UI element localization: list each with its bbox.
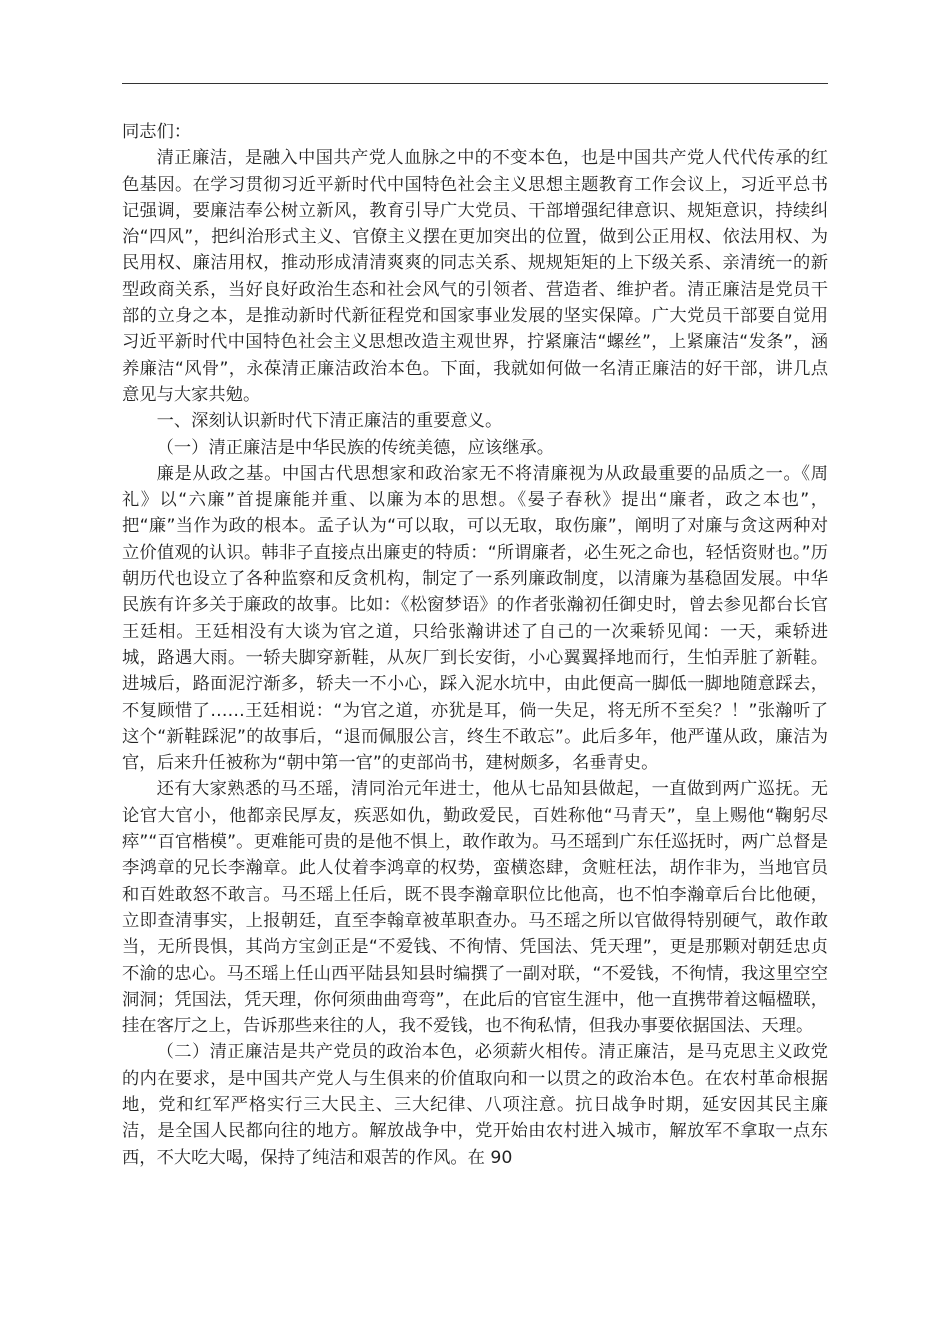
subsection-heading-1: （一）清正廉洁是中华民族的传统美德，应该继承。 [156, 437, 555, 458]
paragraph-ma-piyao: 还有大家熟悉的马丕瑶，清同治元年进士，他从七品知县做起，一直做到两广巡抚。无论官大官小，他都亲民厚友，疾恶如仇，勤政爱民，百姓称他“马青天”，皇上赐他“鞠躬尽瘁”“百官楷模”。更难能可贵的是他不惧上，敢作敢为。马丕瑶到广东任巡抚时，两广总督是李鸿章的兄长李瀚章。此人仗着李鸿章的权势，蛮横恣肆，贪赃枉法，胡作非为，当地官员和百姓敢怒不敢言。马丕瑶上任后，既不畏李瀚章职位比他高，也不怕李瀚章后台比他硬，立即查清事实，上报朝廷，直至李翰章被革职查办。马丕瑶之所以官做得特别硬气，敢作敢当，无所畏惧，其尚方宝剑正是“不爱钱、不徇情、凭国法、凭天理”，更是那颗对朝廷忠贞不渝的忠心。马丕瑶上任山西平陆县知县时编撰了一副对联，“不爱钱，不徇情，我这里空空洞洞；凭国法，凭天理，你何须曲曲弯弯”，在此后的官宦生涯中，他一直携带着这幅楹联，挂在客厅之上，告诉那些来往的人，我不爱钱，也不徇私情，但我办事要依据国法、天理。 [122, 779, 828, 1037]
section-heading-1: 一、深刻认识新时代下清正廉洁的重要意义。 [156, 411, 503, 432]
paragraph-party-tradition: （二）清正廉洁是共产党员的政治本色，必须薪火相传。清正廉洁，是马克思主义政党的内在要求，是中国共产党人与生俱来的价值取向和一以贯之的政治本色。在农村革命根据地，党和红军严格实行三大民主、三大纪律、八项注意。抗日战争时期，延安因其民主廉洁，是全国人民都向往的地方。解放战争中，党开始由农村进入城市，解放军不拿取一点东西，不大吃大喝，保持了纯洁和艰苦的作风。在 90 [122, 1042, 828, 1168]
document-body [122, 119, 828, 1171]
salutation: 同志们： [122, 122, 192, 142]
header-rule [122, 83, 828, 84]
paragraph-lian-story: 廉是从政之基。中国古代思想家和政治家无不将清廉视为从政最重要的品质之一。《周礼》以“六廉”首提廉能并重、以廉为本的思想。《晏子春秋》提出“廉者，政之本也”，把“廉”当作为政的根本。孟子认为“可以取，可以无取，取伤廉”，阐明了对廉与贪这两种对立价值观的认识。韩非子直接点出廉吏的特质：“所谓廉者，必生死之命也，轻恬资财也。”历朝历代也设立了各种监察和反贪机构，制定了一系列廉政制度，以清廉为基稳固发展。中华民族有许多关于廉政的故事。比如：《松窗梦语》的作者张瀚初任御史时，曾去参见都台长官王廷相。王廷相没有大谈为官之道，只给张瀚讲述了自己的一次乘轿见闻：一天，乘轿进城，路遇大雨。一轿夫脚穿新鞋，从灰厂到长安街，小心翼翼择地而行，生怕弄脏了新鞋。进城后，路面泥泞渐多，轿夫一不小心，踩入泥水坑中，由此便高一脚低一脚地随意踩去，不复顾惜了……王廷相说：“为官之道，亦犹是耳，倘一失足，将无所不至矣？！”张瀚听了这个“新鞋踩泥”的故事后，“退而佩服公言，终生不敢忘”。此后多年，他严谨从政，廉洁为官，后来升任被称为“朝中第一官”的吏部尚书，建树颇多，名垂青史。 [122, 463, 828, 774]
paragraph-intro: 清正廉洁，是融入中国共产党人血脉之中的不变本色，也是中国共产党人代代传承的红色基因。在学习贯彻习近平新时代中国特色社会主义思想主题教育工作会议上，习近平总书记强调，要廉洁奉公树立新风，教育引导广大党员、干部增强纪律意识、规矩意识，持续纠治“四风”，把纠治形式主义、官僚主义摆在更加突出的位置，做到公正用权、依法用权、为民用权、廉洁用权，推动形成清清爽爽的同志关系、规规矩矩的上下级关系、亲清统一的新型政商关系，当好良好政治生态和社会风气的引领者、营造者、维护者。清正廉洁是党员干部的立身之本，是推动新时代新征程党和国家事业发展的坚实保障。广大党员干部要自觉用习近平新时代中国特色社会主义思想改造主观世界，拧紧廉洁“螺丝”，上紧廉洁“发条”，涵养廉洁“风骨”，永葆清正廉洁政治本色。下面，我就如何做一名清正廉洁的好干部，讲几点意见与大家共勉。 [122, 148, 828, 405]
